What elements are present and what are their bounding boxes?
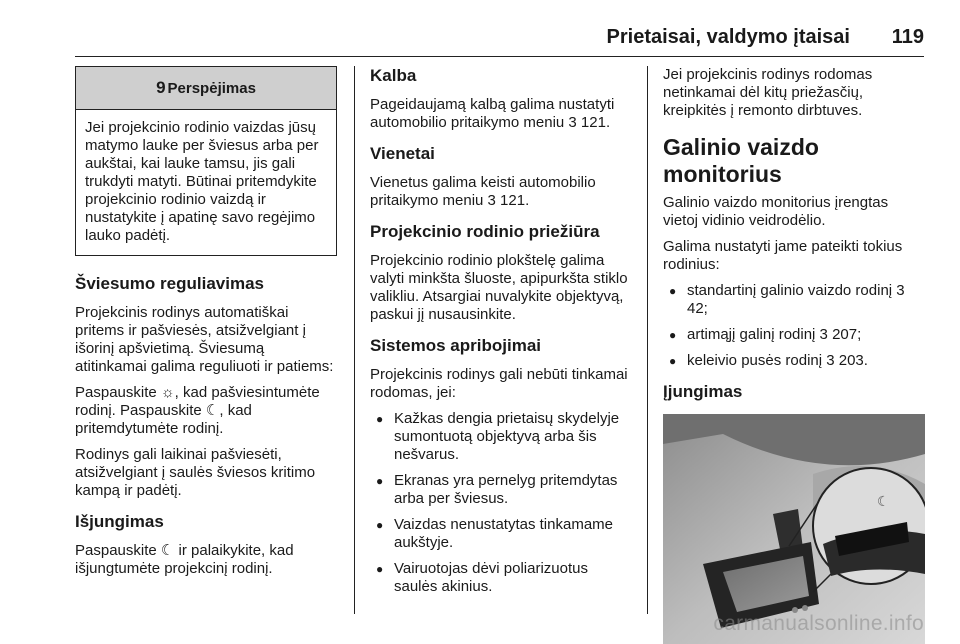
views-list xyxy=(663,282,925,370)
column-1 xyxy=(75,66,337,590)
warning-text: Jei projekcinio rodinio vaizdas jūsų matymo lauke per šviesus arba per aukštai, kai lauke tamsu, jis gali trukdyti matyti. Būtinai pritemdykite projekcinio rodinio vaizdą ir nustatykite į apatinę savo regėjimo lauko padėtį. xyxy=(85,119,319,244)
paragraph: Projekcinis rodinys gali nebūti tinkamai rodomas, jei: xyxy=(370,366,628,401)
heading-limits: Sistemos apribojimai xyxy=(370,336,541,355)
text-run: ir palaikykite, kad išjungtumėte projekcinį rodinį. xyxy=(75,542,294,577)
watermark: carmanualsonline.info xyxy=(713,612,924,635)
paragraph: Pageidaujamą kalbą galima nustatyti automobilio pritaikymo meniu 3 121. xyxy=(370,96,615,131)
warning-icon: 9 xyxy=(156,78,166,97)
text-run: , kad pritemdytumėte rodinį. xyxy=(75,402,252,437)
text-run: Paspauskite xyxy=(75,542,161,559)
paragraph: Jei projekcinis rodinys rodomas netinkamai dėl kitų priežasčių, kreipkitės į remonto dirbtuves. xyxy=(663,66,873,119)
heading-brightness: Šviesumo reguliavimas xyxy=(75,274,264,293)
heading-off: Išjungimas xyxy=(75,512,164,531)
list-item: ● Ekranas yra pernelyg pritemdytas arba per šviesus. xyxy=(370,472,632,508)
list-item: ● Kažkas dengia prietaisų skydelyje sumontuotą objektyvą arba šis nešvarus. xyxy=(370,410,632,464)
paragraph xyxy=(75,542,337,578)
text-run: Paspauskite xyxy=(75,384,161,401)
heading-on: Įjungimas xyxy=(663,382,743,401)
page-header xyxy=(0,26,960,54)
column-divider xyxy=(354,66,355,614)
paragraph: Projekcinio rodinio plokštelę galima valyti minkšta šluoste, apipurkšta stiklo valikliu. Atsargiai nuvalykite objektyvą, paskui jį nusausinkite. xyxy=(370,252,628,323)
list-item: ● standartinį galinio vaizdo rodinį 3 42; xyxy=(663,282,925,318)
list-item: ● Vaizdas nenustatytas tinkamame aukštyje. xyxy=(370,516,632,552)
limits-list xyxy=(370,410,632,596)
section-off xyxy=(75,512,337,578)
moon-icon: ☾ xyxy=(205,402,220,419)
rear-view-monitor-photo xyxy=(663,414,925,644)
paragraph: Rodinys gali laikinai pašviesėti, atsižvelgiant į saulės šviesos kritimo kampą ir padėtį. xyxy=(75,446,316,499)
warning-title: Perspėjimas xyxy=(167,80,256,97)
sun-icon: ☼ xyxy=(160,384,175,401)
heading-units: Vienetai xyxy=(370,144,435,163)
paragraph: Galinio vaizdo monitorius įrengtas vietoj vidinio veidrodėlio. xyxy=(663,194,889,229)
list-item: ● Vairuotojas dėvi poliarizuotus saulės akinius. xyxy=(370,560,632,596)
section-limits xyxy=(370,336,632,596)
warning-box xyxy=(75,66,337,256)
column-divider xyxy=(647,66,648,614)
warning-header xyxy=(76,67,336,110)
list-item: ● artimąjį galinį rodinį 3 207; xyxy=(663,326,925,344)
heading-monitor: Galinio vaizdo monitorius xyxy=(663,134,819,187)
text-run: , kad pašviesintumėte rodinį. Paspauskite xyxy=(75,384,320,419)
list-item: ● keleivio pusės rodinį 3 203. xyxy=(663,352,925,370)
header-title: Prietaisai, valdymo įtaisai xyxy=(606,26,850,48)
section-monitor xyxy=(663,134,925,370)
moon-icon: ☾ xyxy=(160,542,175,559)
heading-care: Projekcinio rodinio priežiūra xyxy=(370,222,600,241)
paragraph: Vienetus galima keisti automobilio pritaikymo meniu 3 121. xyxy=(370,174,596,209)
section-language xyxy=(370,66,632,132)
section-brightness xyxy=(75,274,337,500)
page-number: 119 xyxy=(891,26,924,48)
column-2 xyxy=(370,66,632,608)
svg-text:☾: ☾ xyxy=(877,494,890,510)
section-care xyxy=(370,222,632,324)
paragraph: Galima nustatyti jame pateikti tokius rodinius: xyxy=(663,238,903,273)
header-rule xyxy=(75,56,924,57)
column-3 xyxy=(663,66,925,644)
paragraph xyxy=(75,384,337,438)
paragraph: Projekcinis rodinys automatiškai pritems ir pašviesės, atsižvelgiant į išorinį apšvietimą. Šviesumą atitinkamai galima reguliuoti ir patiems: xyxy=(75,304,334,375)
section-units xyxy=(370,144,632,210)
heading-language: Kalba xyxy=(370,66,417,85)
